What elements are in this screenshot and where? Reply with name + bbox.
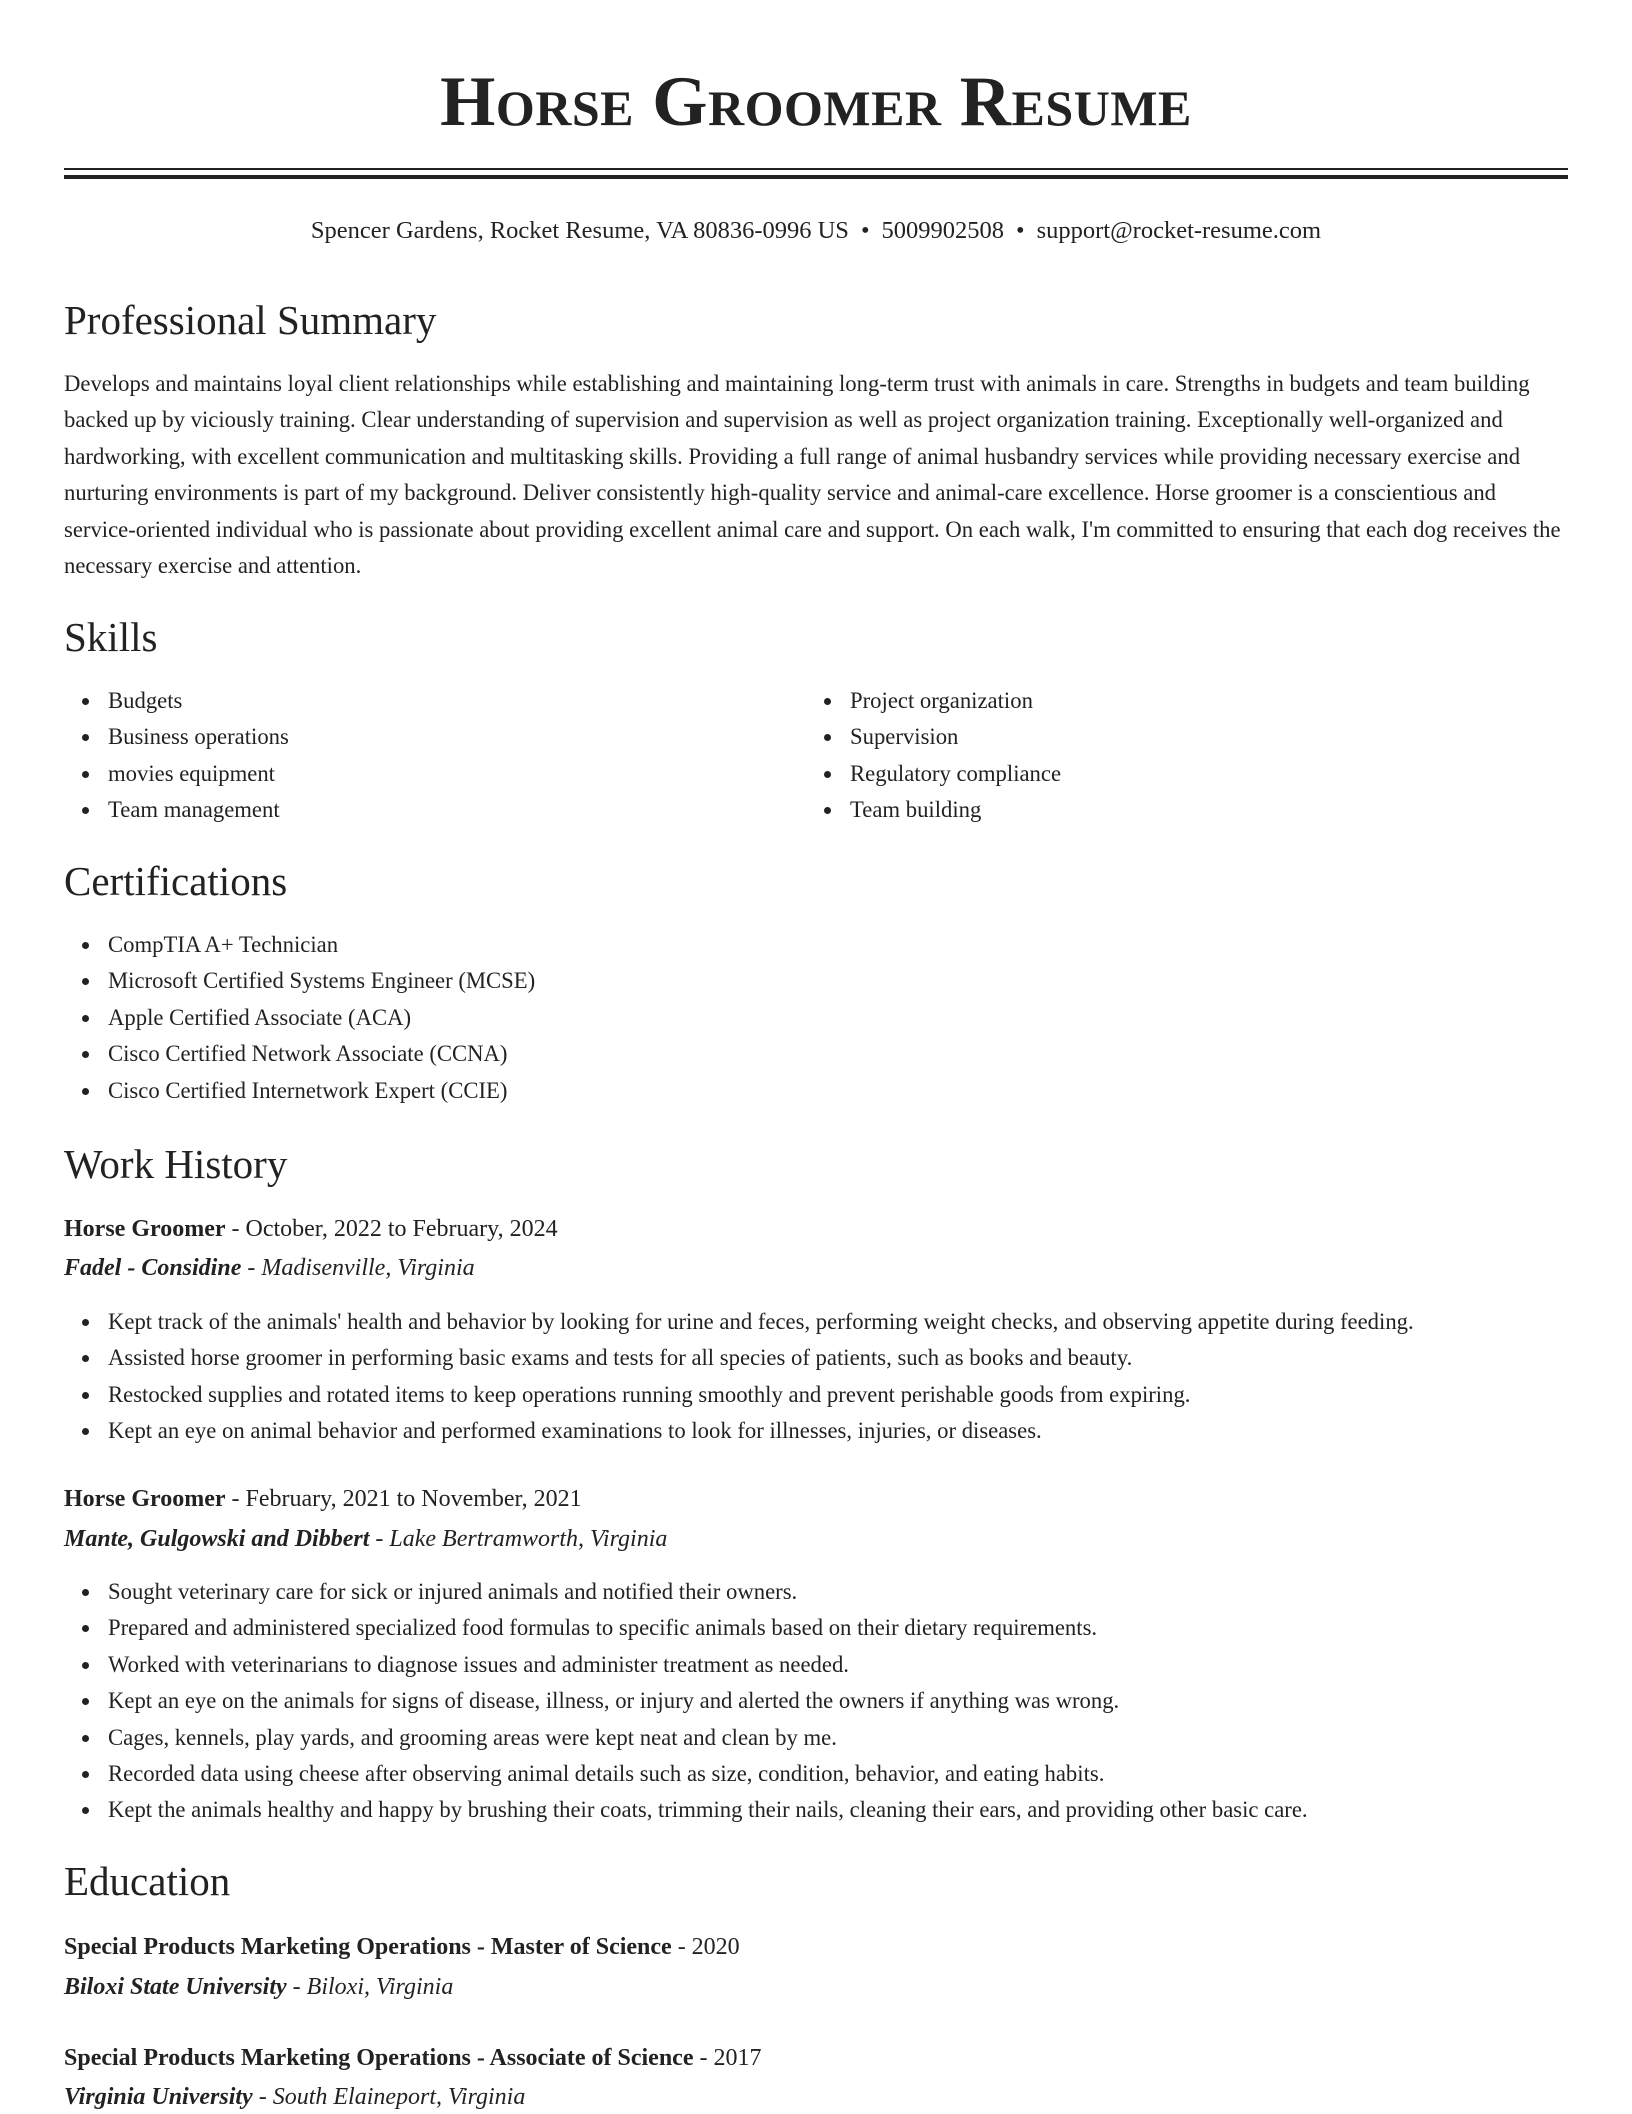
summary-heading: Professional Summary (64, 297, 437, 343)
job-duty-item: Cages, kennels, play yards, and grooming areas were kept neat and clean by me. (64, 1720, 1568, 1756)
job-duty-item: Sought veterinary care for sick or injured animals and notified their owners. (64, 1574, 1568, 1610)
job-company: Mante, Gulgowski and Dibbert (64, 1526, 370, 1552)
education-location: - Biloxi, Virginia (286, 1974, 454, 2000)
education-heading: Education (64, 1858, 231, 1904)
job-dates: - October, 2022 to February, 2024 (225, 1216, 558, 1242)
job-title-line (64, 1212, 558, 1246)
contact-separator: • (1016, 217, 1025, 244)
resume-title: Horse Groomer Resume (440, 63, 1192, 141)
job-duties-list (64, 1304, 1568, 1450)
title-divider-thick (64, 175, 1568, 179)
work-history-heading: Work History (64, 1141, 288, 1187)
skills-list-left (64, 683, 784, 829)
job-title: Horse Groomer (64, 1486, 226, 1512)
job-title-line (64, 1482, 582, 1516)
job-duties-list (64, 1574, 1568, 1829)
skill-item: Project organization (806, 683, 1526, 719)
job-duty-item: Kept an eye on the animals for signs of disease, illness, or injury and alerted the owners if anything was wrong. (64, 1683, 1568, 1719)
skill-item: Business operations (64, 719, 784, 755)
education-school-line (64, 1970, 453, 2004)
education-location: - South Elaineport, Virginia (252, 2084, 526, 2110)
job-duty-item: Kept the animals healthy and happy by brushing their coats, trimming their nails, cleaning their ears, and providing other basic care. (64, 1792, 1568, 1828)
skill-item: movies equipment (64, 756, 784, 792)
job-company-line (64, 1251, 475, 1285)
job-duty-item: Worked with veterinarians to diagnose issues and administer treatment as needed. (64, 1647, 1568, 1683)
certifications-heading: Certifications (64, 858, 288, 904)
education-year: - 2017 (693, 2045, 762, 2071)
summary-text: Develops and maintains loyal client relationships while establishing and maintaining long-term trust with animals in care. Strengths in budgets and team building backed up by viciously training. Clear understanding of supervision and supervision as well as project organization training. Exceptionally well-organized and hardworking, with excellent communication and multitasking skills. Providing a full range of animal husbandry services while providing necessary exercise and nurturing environments is part of my background. Deliver consistently high-quality service and animal-care excellence. Horse groomer is a conscientious and service-oriented individual who is passionate about providing excellent animal care and support. On each walk, I'm committed to ensuring that each dog receives the necessary exercise and attention. (64, 371, 1561, 579)
education-school-line (64, 2080, 525, 2114)
education-degree-line (64, 1930, 740, 1964)
contact-line (64, 214, 1568, 248)
skill-item: Budgets (64, 683, 784, 719)
certification-item: Cisco Certified Internetwork Expert (CCIE) (64, 1073, 1568, 1109)
title-divider-thin (64, 168, 1568, 170)
skill-item: Regulatory compliance (806, 756, 1526, 792)
job-duty-item: Kept an eye on animal behavior and performed examinations to look for illnesses, injuries, or diseases. (64, 1413, 1568, 1449)
education-degree-line (64, 2041, 761, 2075)
job-dates: - February, 2021 to November, 2021 (225, 1486, 582, 1512)
job-location: - Lake Bertramworth, Virginia (369, 1526, 668, 1552)
certification-item: Cisco Certified Network Associate (CCNA) (64, 1036, 1568, 1072)
contact-address: Spencer Gardens, Rocket Resume, VA 80836-0996 US (310, 217, 849, 244)
skill-item: Team management (64, 792, 784, 828)
education-school: Biloxi State University (64, 1974, 287, 2000)
job-duty-item: Restocked supplies and rotated items to keep operations running smoothly and prevent perishable goods from expiring. (64, 1377, 1568, 1413)
job-company: Fadel - Considine (64, 1255, 242, 1281)
education-degree: Special Products Marketing Operations - Master of Science (64, 1934, 672, 1960)
certification-item: Apple Certified Associate (ACA) (64, 1000, 1568, 1036)
education-year: - 2020 (671, 1934, 740, 1960)
job-company-line (64, 1522, 667, 1556)
job-duty-item: Recorded data using cheese after observing animal details such as size, condition, behavior, and eating habits. (64, 1756, 1568, 1792)
contact-email: support@rocket-resume.com (1036, 217, 1322, 244)
skills-heading: Skills (64, 614, 158, 660)
skill-item: Supervision (806, 719, 1526, 755)
skills-list-right (806, 683, 1526, 829)
certification-item: Microsoft Certified Systems Engineer (MCSE) (64, 963, 1568, 999)
job-duty-item: Assisted horse groomer in performing basic exams and tests for all species of patients, such as books and beauty. (64, 1340, 1568, 1376)
certifications-list (64, 927, 1568, 1109)
job-duty-item: Kept track of the animals' health and behavior by looking for urine and feces, performing weight checks, and observing appetite during feeding. (64, 1304, 1568, 1340)
job-duty-item: Prepared and administered specialized food formulas to specific animals based on their dietary requirements. (64, 1610, 1568, 1646)
education-degree: Special Products Marketing Operations - Associate of Science (64, 2045, 694, 2071)
education-school: Virginia University (64, 2084, 253, 2110)
skill-item: Team building (806, 792, 1526, 828)
job-location: - Madisenville, Virginia (241, 1255, 475, 1281)
contact-phone: 5009902508 (881, 217, 1005, 244)
contact-separator: • (860, 217, 870, 244)
job-title: Horse Groomer (64, 1216, 226, 1242)
certification-item: CompTIA A+ Technician (64, 927, 1568, 963)
